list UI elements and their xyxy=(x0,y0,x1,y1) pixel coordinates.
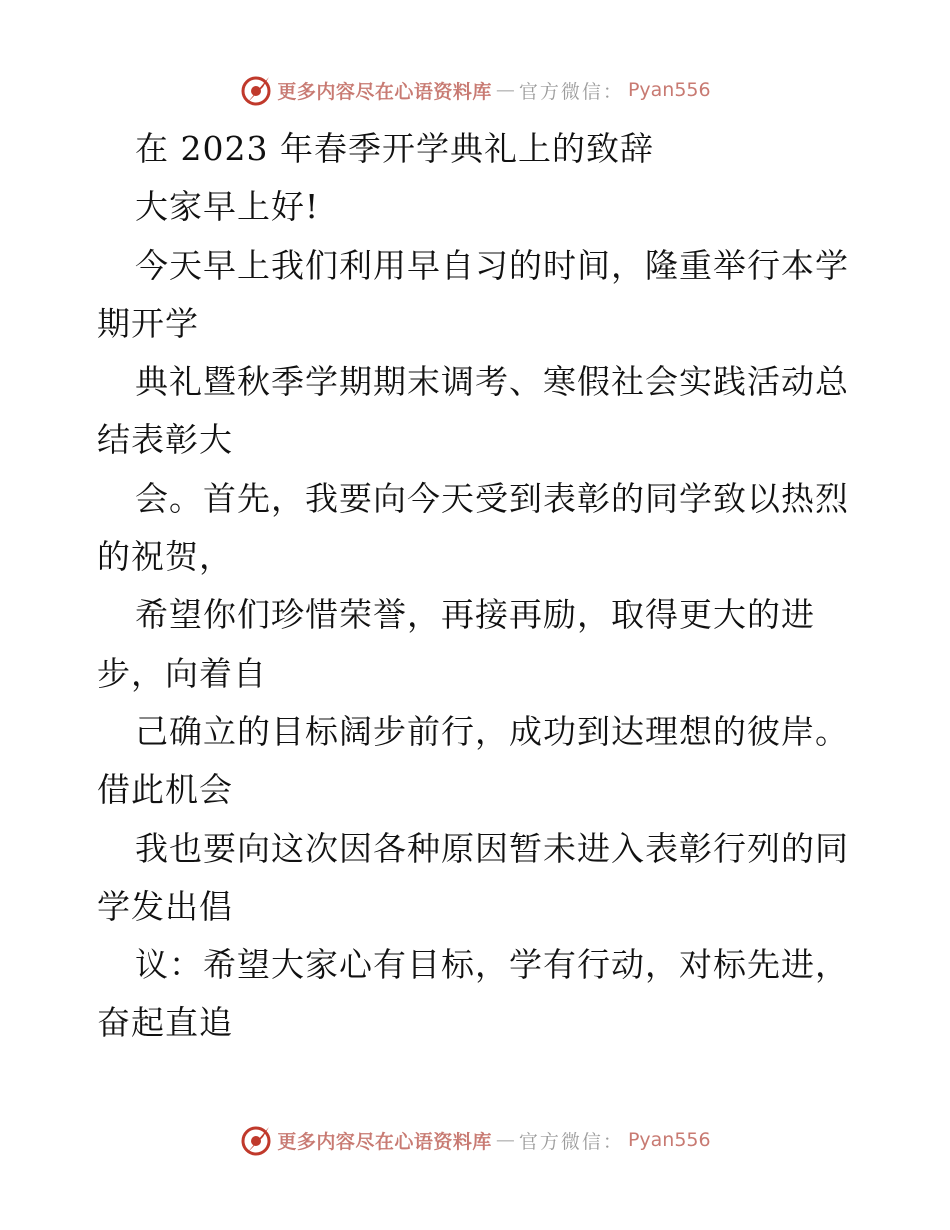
watermark-separator: — xyxy=(495,79,515,101)
watermark-official-label: 官方微信： xyxy=(518,80,624,103)
text-line: 议：希望大家心有目标，学有行动，对标先进， xyxy=(135,945,849,985)
watermark-wechat-id: Pyan556 xyxy=(627,1129,711,1151)
text-line: 借此机会 xyxy=(97,770,233,810)
text-line: 奋起直追 xyxy=(97,1003,233,1043)
text-line: 会。首先，我要向今天受到表彰的同学致以热烈 xyxy=(135,478,849,518)
text-line: 希望你们珍惜荣誉，再接再励，取得更大的进 xyxy=(135,595,815,635)
header-watermark xyxy=(0,72,950,108)
text-line: 结表彰大 xyxy=(97,420,233,460)
document-body xyxy=(97,120,857,1053)
text-line: 今天早上我们利用早自习的时间，隆重举行本学 xyxy=(135,245,849,285)
quill-seal-icon xyxy=(239,73,273,107)
text-line: 学发出倡 xyxy=(97,886,233,926)
text-line: 步，向着自 xyxy=(97,653,267,693)
text-line: 的祝贺， xyxy=(97,537,233,577)
watermark-text: 更多内容尽在心语资料库 xyxy=(277,1130,492,1153)
greeting: 大家早上好! xyxy=(135,187,320,227)
footer-watermark xyxy=(0,1122,950,1158)
watermark-wechat-id: Pyan556 xyxy=(627,79,711,101)
text-line: 期开学 xyxy=(97,303,199,343)
text-line: 典礼暨秋季学期期末调考、寒假社会实践活动总 xyxy=(135,362,849,402)
watermark-separator: — xyxy=(495,1129,515,1151)
document-title: 在 2023 年春季开学典礼上的致辞 xyxy=(135,129,654,168)
text-line: 己确立的目标阔步前行，成功到达理想的彼岸。 xyxy=(135,711,849,751)
watermark-text: 更多内容尽在心语资料库 xyxy=(277,80,492,103)
quill-seal-icon xyxy=(239,1123,273,1157)
text-line: 我也要向这次因各种原因暂未进入表彰行列的同 xyxy=(135,828,849,868)
watermark-official-label: 官方微信： xyxy=(518,1130,624,1153)
